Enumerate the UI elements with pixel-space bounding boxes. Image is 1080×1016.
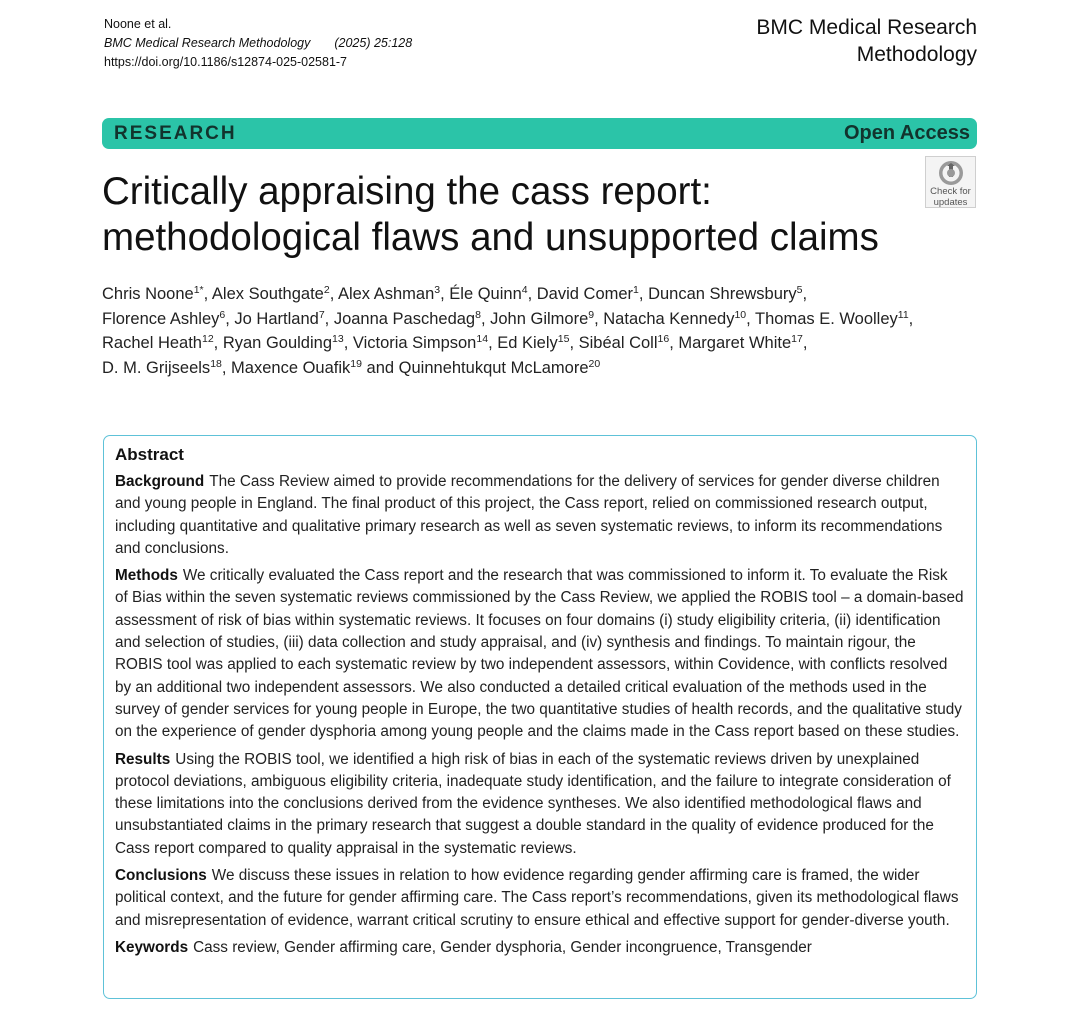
author-separator: , [569, 334, 579, 352]
author-affiliation: 4 [521, 284, 528, 296]
author-name[interactable]: Maxence Ouafik [231, 358, 351, 377]
author-affiliation: 20 [588, 357, 601, 370]
author-name[interactable]: D. M. Grijseels [102, 358, 211, 377]
conclusions-text: We discuss these issues in relation to how evidence regarding gender affirming care is framed, the wider political context, and the future for gender affirming care. The Cass report’s recommendations, given its methodological flaws and misrepresentation of evidence, warrant critical scrutiny to ensure ethical and effective support for gender-diverse youth. [115, 867, 959, 929]
author-separator: , [440, 285, 450, 303]
author-affiliation: 3 [434, 284, 441, 296]
author-name[interactable]: Duncan Shrewsbury [648, 285, 797, 303]
author-affiliation: 14 [476, 333, 489, 345]
author-separator: , [225, 309, 235, 328]
author-separator: , [324, 309, 334, 328]
author-separator: , [203, 285, 212, 303]
journal-citation [104, 34, 412, 53]
methods-label: Methods [115, 567, 178, 585]
author-name[interactable]: John Gilmore [490, 309, 589, 328]
author-separator: , [213, 334, 223, 352]
author-name[interactable]: Joanna Paschedag [333, 309, 476, 328]
doi-link[interactable]: https://doi.org/10.1186/s12874-025-02581-7 [104, 55, 348, 69]
check-updates-line2: updates [933, 196, 968, 208]
check-for-updates-badge[interactable] [925, 156, 976, 208]
author-name[interactable]: Alex Ashman [337, 285, 435, 303]
author-separator: , [221, 358, 232, 377]
author-affiliation: 15 [557, 333, 570, 345]
author-affiliation: 6 [219, 308, 226, 321]
author-affiliation: 5 [796, 284, 803, 296]
author-affiliation: 8 [475, 308, 481, 321]
author-name[interactable]: Florence Ashley [102, 309, 220, 328]
abstract-heading: Abstract [115, 445, 184, 464]
author-affiliation: 13 [332, 333, 344, 345]
author-affiliation: 10 [734, 308, 747, 321]
author-affiliation: 18 [210, 357, 222, 370]
article-type-banner [102, 118, 977, 149]
author-separator: , [669, 334, 679, 352]
author-name[interactable]: Thomas E. Woolley [755, 309, 898, 328]
author-short: Noone et al. [104, 17, 172, 31]
volume-info: (2025) 25:128 [334, 36, 413, 50]
author-affiliation: 1* [193, 284, 204, 296]
author-affiliation: 1 [633, 284, 639, 296]
methods-text: We critically evaluated the Cass report and the research that was commissioned to inform it. To evaluate the Risk of Bias within the seven systematic reviews commissioned by the Cass Review, we applied the ROBIS tool – a domain-based assessment of risk of bias within systematic reviews. It focuses on four domains (i) study eligibility criteria, (ii) identification and selection of studies, (iii) data collection and study appraisal, and (iv) synthesis and findings. To maintain rigour, the ROBIS tool was applied to each systematic review by two independent assessors, within Covidence, with conflicts resolved by an additional two independent assessors. We also conducted a detailed critical evaluation of the methods used in the survey of gender services for young people in Europe, the two quantitative studies of health records, and the qualitative study on the experience of gender dysphoria among young people and the claims made in the Cass report based on these studies. [115, 567, 964, 741]
open-access-label: Open Access [844, 122, 970, 144]
results-label: Results [115, 750, 171, 768]
journal-name-line1: BMC Medical Research [756, 16, 977, 39]
author-separator: , [802, 285, 808, 303]
results-text: Using the ROBIS tool, we identified a high risk of bias in each of the systematic reviews driven by unexplained protocol deviations, ambiguous eligibility criteria, inadequate study identification, and the failure to integrate consideration of these limitations into the conclusions derived from the evidence syntheses. We also identified methodological flaws and unsubstantiated claims in the primary research that suggest a double standard in the quality of evidence produced for the Cass report compared to quality appraisal in the systematic reviews. [115, 750, 951, 857]
author-name[interactable]: Margaret White [678, 334, 792, 352]
author-separator: , [802, 334, 808, 352]
author-affiliation: 12 [201, 333, 214, 345]
journal-name [756, 14, 977, 68]
author-name[interactable]: David Comer [536, 285, 634, 303]
author-separator: , [908, 309, 914, 328]
check-updates-icon [938, 160, 964, 186]
abstract-methods [115, 565, 964, 743]
author-separator: , [343, 334, 353, 352]
author-affiliation: 17 [791, 333, 803, 345]
author-name[interactable]: Chris Noone [102, 285, 194, 303]
abstract-keywords [115, 937, 964, 959]
author-name[interactable]: Jo Hartland [234, 309, 319, 328]
author-affiliation: 19 [350, 357, 362, 370]
abstract-conclusions [115, 865, 964, 932]
author-separator: , [594, 309, 604, 328]
author-separator: , [488, 334, 498, 352]
abstract-background [115, 471, 964, 560]
author-separator: , [746, 309, 756, 328]
author-name[interactable]: Éle Quinn [449, 285, 522, 303]
author-name[interactable]: Quinnehtukqut McLamore [398, 358, 589, 377]
author-separator: , [480, 309, 491, 328]
article-meta [104, 15, 412, 72]
conclusions-label: Conclusions [115, 867, 207, 885]
check-updates-line1: Check for [930, 186, 971, 197]
author-affiliation: 16 [657, 333, 670, 345]
background-label: Background [115, 473, 205, 490]
keywords-label: Keywords [115, 938, 189, 956]
background-text: The Cass Review aimed to provide recommendations for the delivery of services for gender diverse children and young people in England. The final product of this project, the Cass report, relied on commissioned research output, including quantitative and qualitative primary research as well as seven systematic reviews, to inform its recommendations and conclusions. [115, 473, 943, 557]
keywords-text: Cass review, Gender affirming care, Gender dysphoria, Gender incongruence, Transgender [193, 938, 812, 956]
author-name[interactable]: Ed Kiely [497, 334, 558, 352]
author-affiliation: 7 [318, 308, 325, 321]
abstract-results [115, 749, 964, 860]
author-affiliation: 2 [323, 284, 330, 296]
title-line1: Critically appraising the cass report: [102, 170, 712, 213]
abstract-box [103, 435, 977, 999]
article-type-label: RESEARCH [114, 122, 237, 144]
author-name[interactable]: Victoria Simpson [352, 334, 477, 352]
title-line2: methodological flaws and unsupported claims [102, 216, 879, 259]
author-name[interactable]: Rachel Heath [102, 334, 202, 352]
author-name[interactable]: Sibéal Coll [578, 334, 658, 352]
author-separator: , [527, 285, 537, 303]
author-affiliation: 9 [588, 308, 595, 321]
author-name[interactable]: Natacha Kennedy [603, 309, 735, 328]
article-title [102, 169, 922, 261]
author-affiliation: 11 [897, 308, 909, 321]
journal-italic: BMC Medical Research Methodology [104, 36, 311, 50]
author-separator: , [638, 285, 649, 303]
author-separator: , [329, 285, 338, 303]
author-name[interactable]: Alex Southgate [211, 285, 324, 303]
author-name[interactable]: Ryan Goulding [222, 334, 332, 352]
author-list [102, 282, 982, 380]
journal-name-line2: Methodology [856, 43, 977, 66]
author-separator: and [361, 358, 399, 377]
